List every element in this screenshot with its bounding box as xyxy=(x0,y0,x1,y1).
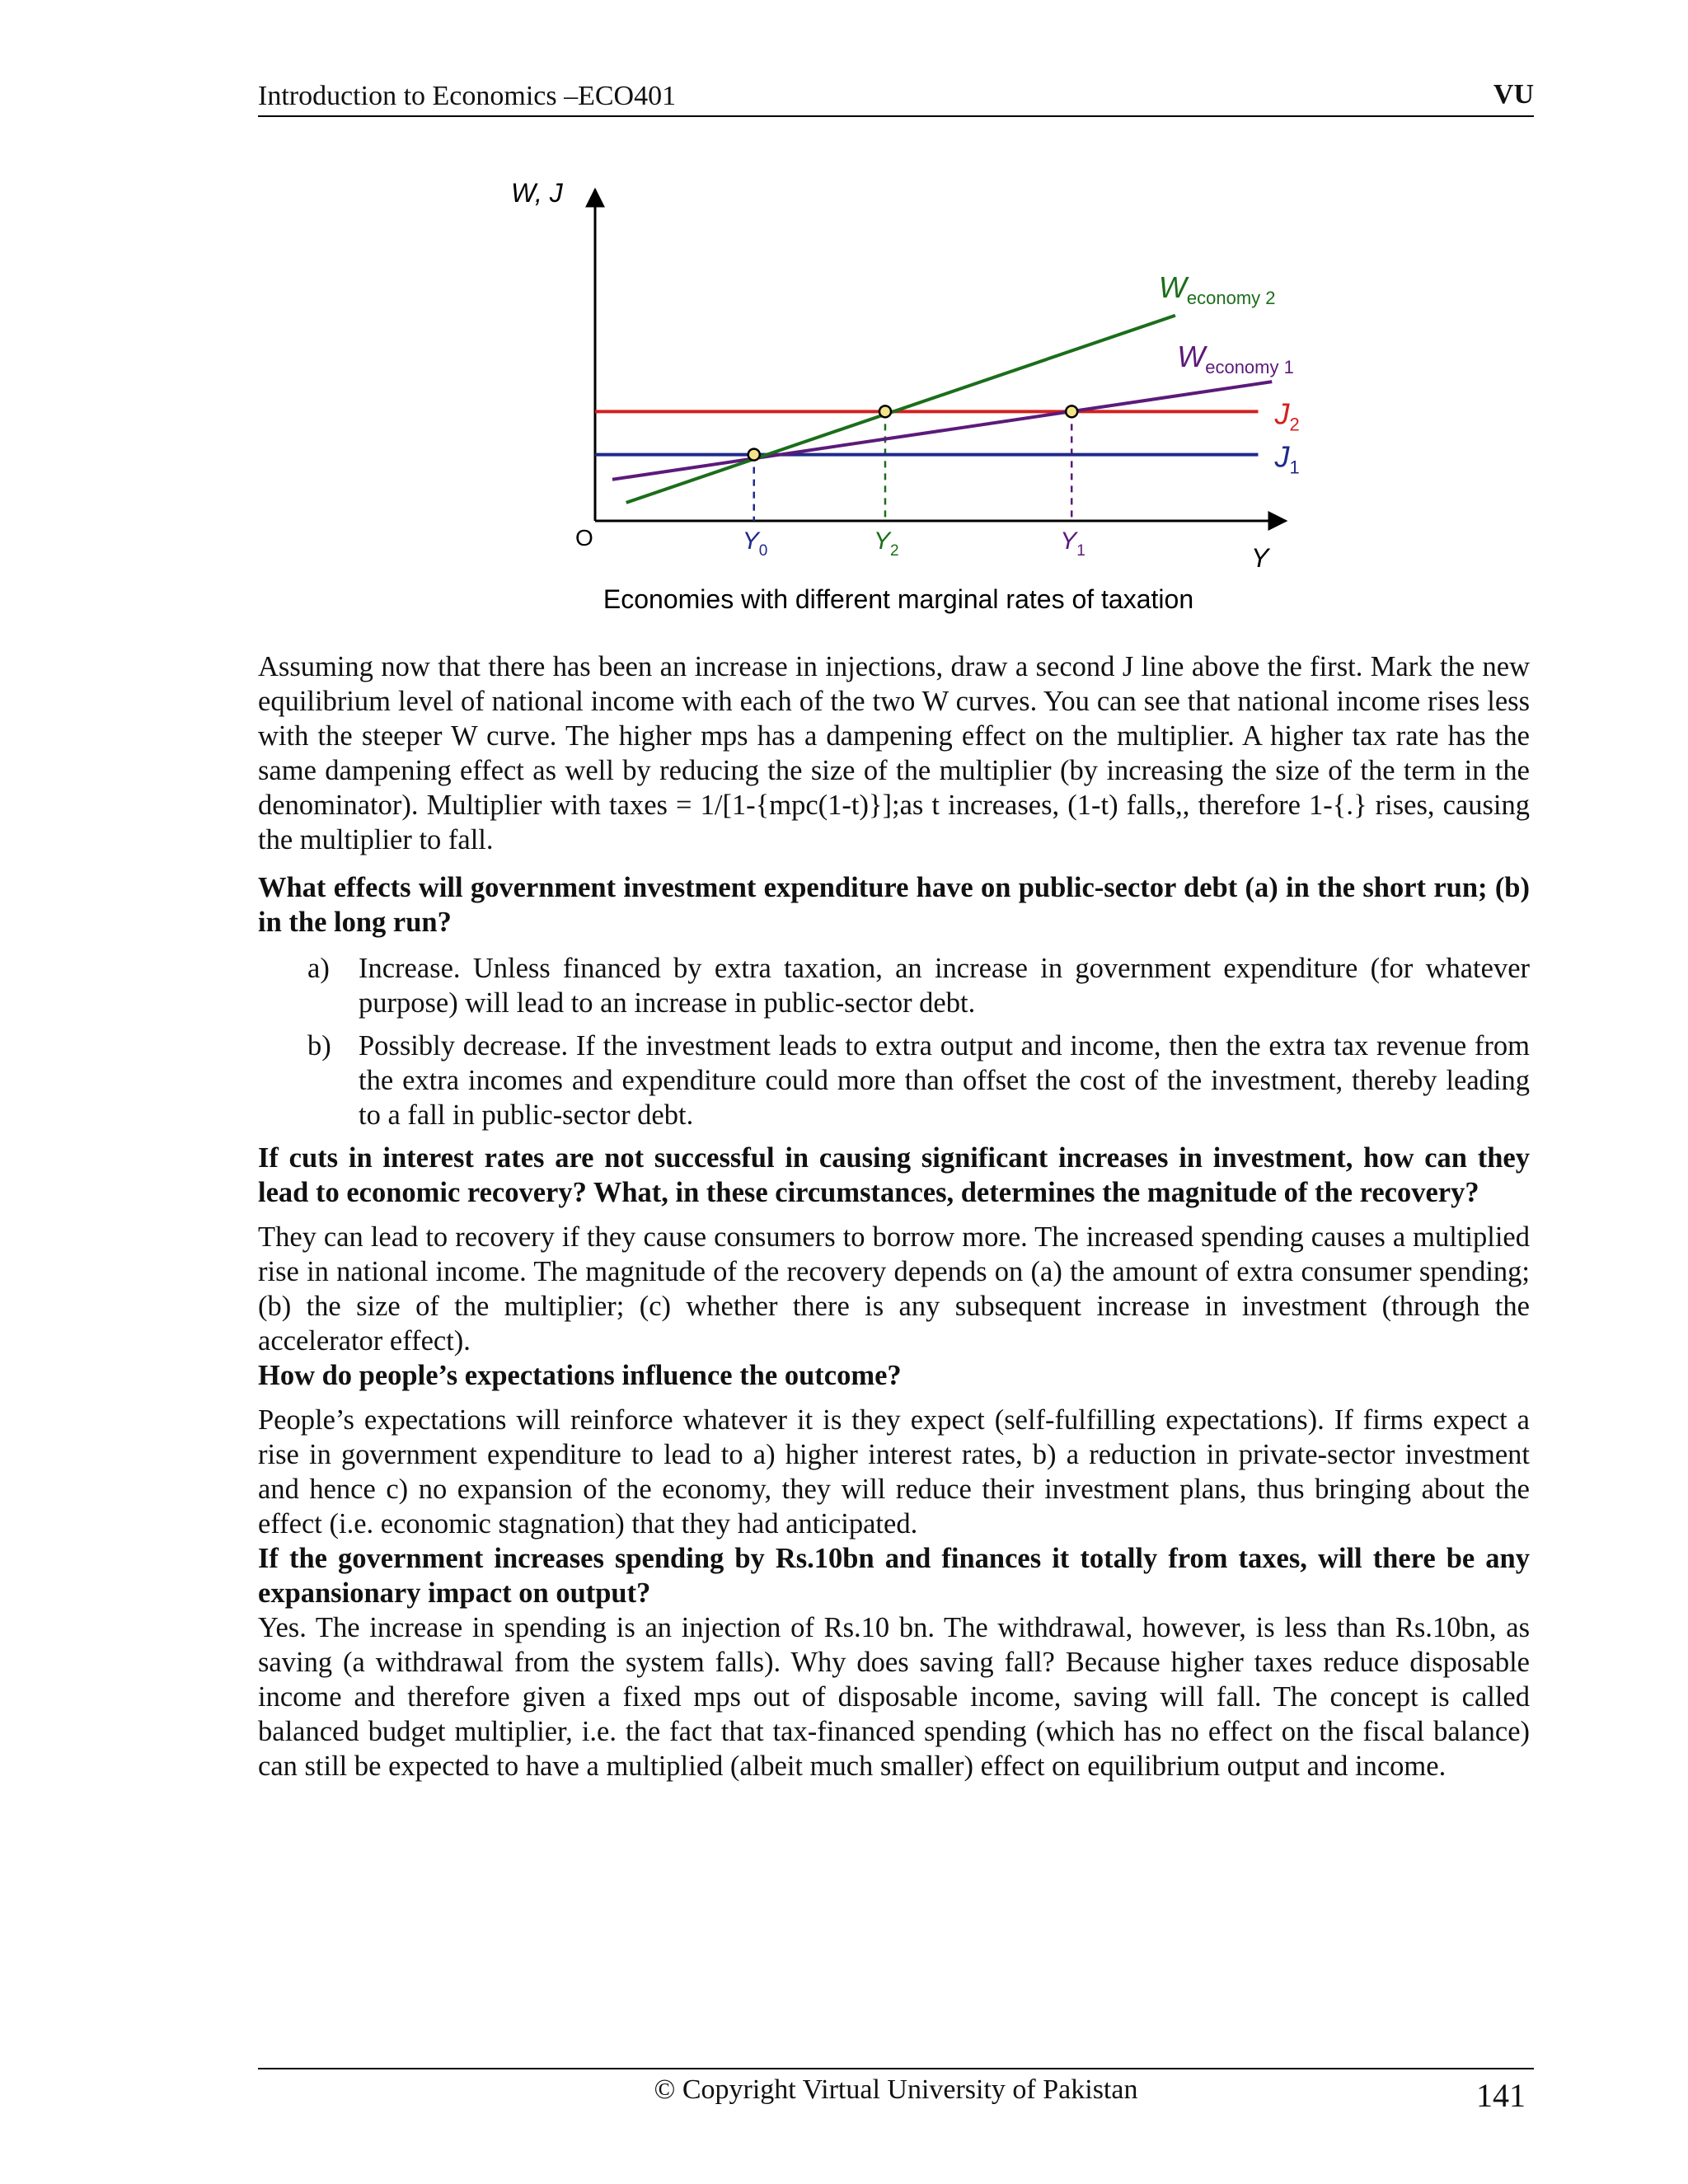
x-axis-label: Y xyxy=(1251,543,1269,573)
chart-marks xyxy=(595,270,1300,560)
page-header xyxy=(258,76,1534,117)
answer-1-list xyxy=(258,951,1530,1132)
question-1: What effects will government investment expenditure have on public-sector debt (a) in the short run; (b) in the long run? xyxy=(258,872,1530,938)
page-number: 141 xyxy=(1476,2077,1526,2114)
equilibrium-point-y2 xyxy=(879,405,891,417)
question-2: If cuts in interest rates are not successful in causing significant increases in investment, how can they lead to economic recovery? What, in these circumstances, determines the magnitude of the recovery? xyxy=(258,1142,1530,1208)
paragraph-intro: Assuming now that there has been an increase in injections, draw a second J line above the first. Mark the new equilibrium level of national income with each of the two W curves. You can see that national income rises less with the steeper W curve. The higher mps has a dampening effect on the multiplier. A higher tax rate has the same dampening effect as well by reducing the size of the multiplier (by increasing the size of the term in the denominator). Multiplier with taxes = 1/[1-{mpc(1-t)}];as t increases, (1-t) falls,, therefore 1-{.} rises, causing the multiplier to fall. xyxy=(258,651,1530,855)
series-label-w-economy-1: $W_{economy 1}$ xyxy=(1177,340,1294,378)
tick-label-y1: $Y_1$ xyxy=(1060,527,1085,560)
list-item-text: Possibly decrease. If the investment leads to extra output and income, then the extra tax revenue from the extra incomes and expenditure could more than offset the cost of the investment, thereby leading to a fall in public-sector debt. xyxy=(359,1030,1530,1131)
copyright-text: © Copyright Virtual University of Pakistan xyxy=(654,2074,1138,2105)
list-marker: b) xyxy=(307,1030,331,1062)
question-4: If the government increases spending by Rs.10bn and finances it totally from taxes, will there be any expansionary impact on output? xyxy=(258,1543,1530,1609)
origin-label: O xyxy=(575,525,593,551)
series-label-j2: $J_2$ xyxy=(1274,396,1300,435)
question-3: How do people’s expectations influence the outcome? xyxy=(258,1360,902,1391)
answer-2: They can lead to recovery if they cause consumers to borrow more. The increased spending causes a multiplied rise in national income. The magnitude of the recovery depends on (a) the amount of extra consumer spending; (b) the size of the multiplier; (c) whether there is any subsequent increase in investment (through the accelerator effect). xyxy=(258,1221,1530,1357)
answer-4: Yes. The increase in spending is an injection of Rs.10 bn. The withdrawal, however, is less than Rs.10bn, as saving (a withdrawal from the system falls). Why does saving fall? Because higher taxes reduce disposable income and therefore given a fixed mps out of disposable income, saving will fall. The concept is called balanced budget multiplier, i.e. the fact that tax-financed spending (which has no effect on the fiscal balance) can still be expected to have a multiplied (albeit much smaller) effect on equilibrium output and income. xyxy=(258,1612,1530,1782)
series-label-w-economy-2: $W_{economy 2}$ xyxy=(1158,269,1276,308)
answer-3: People’s expectations will reinforce whatever it is they expect (self-fulfilling expectations). If firms expect a rise in government expenditure to lead to a) higher interest rates, b) a reduction in private-sector investment and hence c) no expansion of the economy, they will reduce their investment plans, thus bringing about the effect (i.e. economic stagnation) that they had anticipated. xyxy=(258,1404,1530,1540)
wj-chart xyxy=(462,165,1335,626)
main-content xyxy=(258,649,1530,1783)
tick-label-y0: $Y_0$ xyxy=(742,527,768,560)
answer-1-item xyxy=(258,951,1530,1020)
equilibrium-point-y0 xyxy=(748,449,760,461)
y-axis-label: W, J xyxy=(511,178,563,208)
list-marker: a) xyxy=(307,953,330,984)
figure-wj-diagram xyxy=(462,165,1335,626)
equilibrium-point-y1 xyxy=(1066,405,1077,417)
tick-label-y2: $Y_2$ xyxy=(873,527,899,560)
chart-caption: Economies with different marginal rates of taxation xyxy=(603,584,1194,614)
series-label-j1: $J_1$ xyxy=(1274,439,1300,478)
institution-abbr: VU xyxy=(1493,79,1534,110)
answer-1-item xyxy=(258,1029,1530,1132)
page-footer xyxy=(258,2068,1534,2119)
list-item-text: Increase. Unless financed by extra taxation, an increase in government expenditure (for whatever purpose) will lead to an increase in public-sector debt. xyxy=(359,953,1530,1019)
course-title: Introduction to Economics –ECO401 xyxy=(258,81,677,111)
